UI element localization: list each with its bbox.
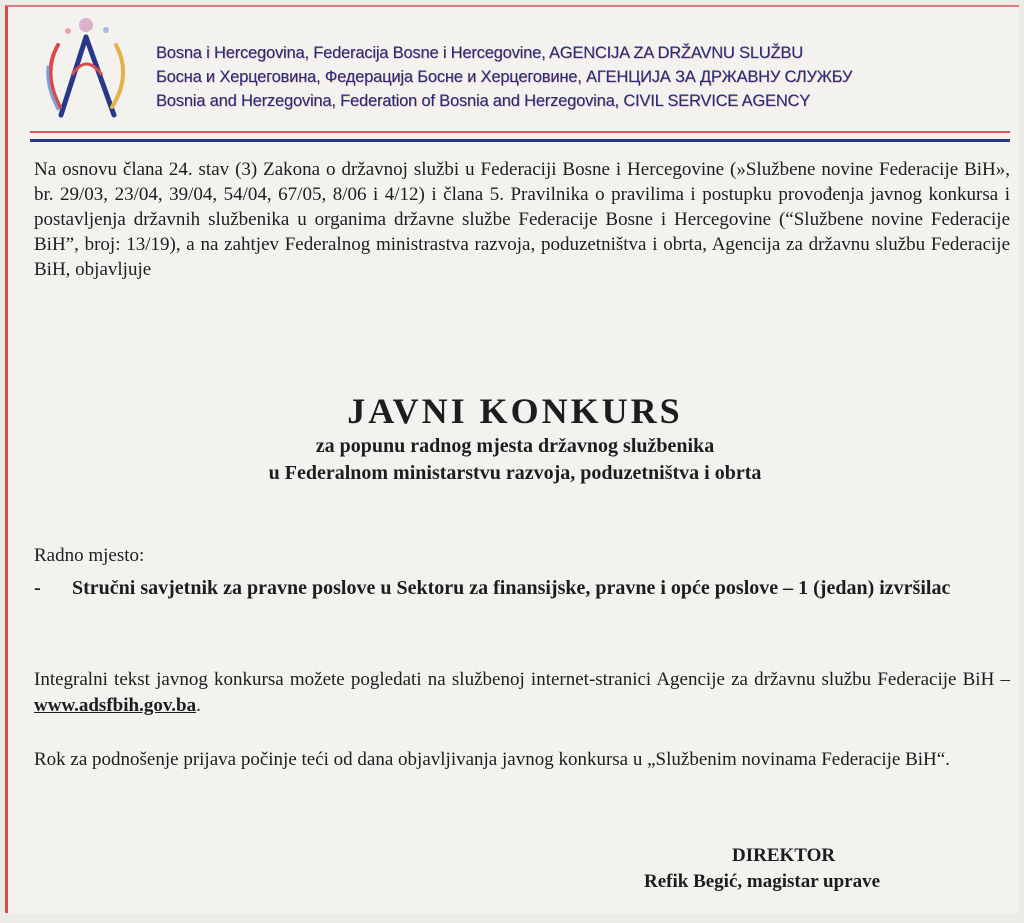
agency-header [18, 15, 1008, 135]
position-label: Radno mjesto: [34, 545, 145, 566]
signature-role: DIREKTOR [732, 845, 836, 866]
position-item [34, 575, 1010, 602]
agency-website-link[interactable]: www.adsfbih.gov.ba [34, 695, 197, 716]
signature-name: Refik Begić, magistar uprave [644, 871, 881, 892]
integral-text-paragraph [34, 667, 1010, 719]
position-bullet: - [34, 577, 41, 599]
title-block [8, 389, 1022, 487]
integral-text: Integralni tekst javnog konkursa možete pogledati na službenoj internet-stranici Agencije za državnu službu Federacije BiH – [34, 669, 1010, 690]
integral-text-end: . [196, 695, 201, 716]
notice-subtitle-line-2: u Federalnom ministarstvu razvoja, poduzetništva i obrta [268, 462, 762, 484]
agency-name-english: Bosnia and Herzegovina, Federation of Bosnia and Herzegovina, CIVIL SERVICE AGENCY [156, 92, 811, 110]
header-rule-red [30, 131, 1010, 133]
agency-name-bosnian: Bosna i Hercegovina, Federacija Bosne i Hercegovine, AGENCIJA ZA DRŽAVNU SLUŽBU [156, 44, 803, 62]
deadline-paragraph: Rok za podnošenje prijava počinje teći od dana objavljivanja javnog konkursa u „Službenim novinama Federacije BiH“. [34, 749, 950, 770]
position-text: Stručni savjetnik za pravne poslove u Sektoru za finansijske, pravne i opće poslove – 1 (jedan) izvršilac [72, 577, 951, 599]
notice-page [5, 5, 1019, 913]
notice-title: JAVNI KONKURS [347, 391, 683, 431]
intro-paragraph: Na osnovu člana 24. stav (3) Zakona o državnoj službi u Federaciji Bosne i Hercegovine (»Službene novine Federacije BiH», br. 29/03, 23/04, 39/04, 54/04, 67/05, 8/06 i 4/12) i člana 5. Pravilnika o pravilima i postupku provođenja javnog konkursa i postavljenja državnih službenika u organima državne službe Federacije Bosne i Hercegovine (“Službene novine Federacije BiH”, broj: 13/19), a na zahtjev Federalnog ministrastva razvoja, poduzetništva i obrta, Agencija za državnu službu Federacije BiH, objavljuje [34, 159, 1010, 280]
agency-name-lines [156, 41, 852, 113]
notice-subtitle-line-1: za popunu radnog mjesta državnog službenika [315, 435, 715, 457]
header-rule-blue [30, 139, 1010, 142]
agency-logo-icon [36, 15, 136, 125]
agency-name-cyrillic: Босна и Херцеговина, Федерација Босне и Херцеговине, АГЕНЦИЈА ЗА ДРЖАВНУ СЛУЖБУ [156, 68, 853, 86]
